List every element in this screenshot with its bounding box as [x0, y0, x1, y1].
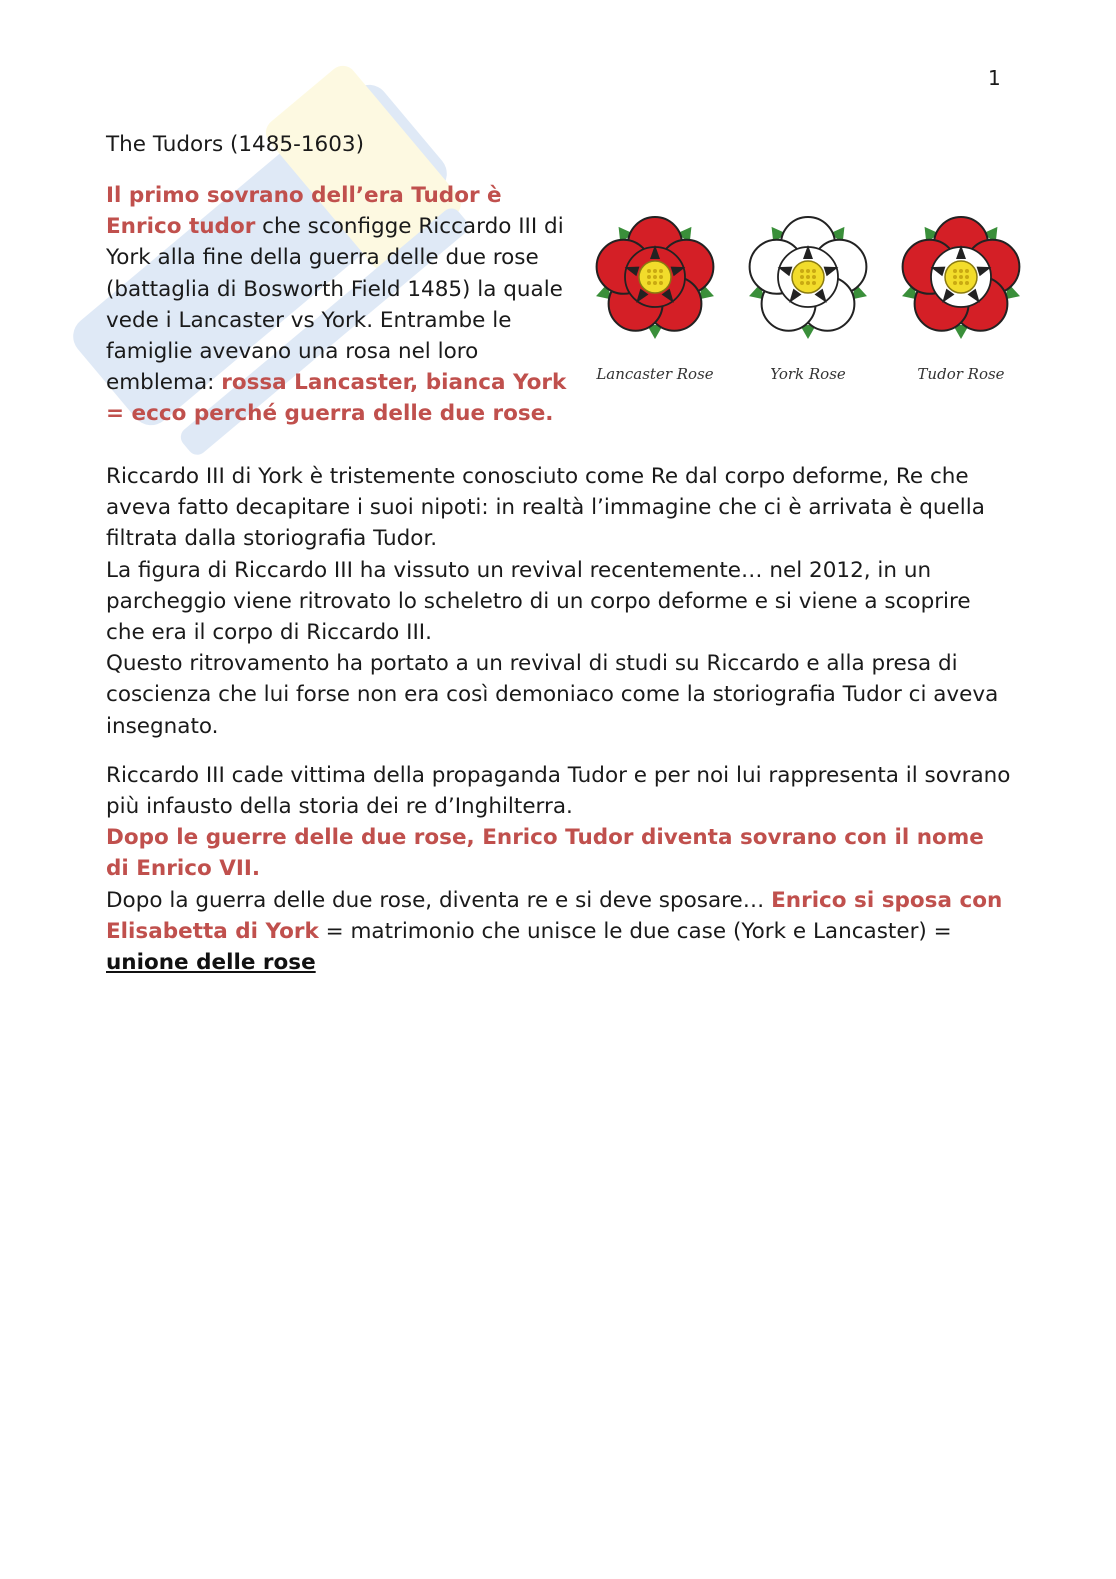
paragraph-marriage	[106, 885, 1011, 979]
york-rose-icon	[743, 212, 873, 342]
intro-highlight-1: Il primo sovrano dell’era Tudor è Enrico tudor	[106, 183, 502, 240]
lancaster-rose-label: Lancaster Rose	[596, 365, 714, 383]
page-number: 1	[988, 66, 1001, 90]
tudor-rose-icon	[896, 212, 1026, 342]
marriage-highlight: Enrico si sposa con Elisabetta di York	[106, 887, 1003, 944]
document-title: The Tudors (1485-1603)	[106, 132, 364, 157]
paragraph-propaganda: Riccardo III cade vittima della propaganda Tudor e per noi lui rappresenta il sovrano più infausto della storia dei re d’Inghilterra.	[106, 762, 1011, 820]
tudor-rose-label: Tudor Rose	[917, 365, 1005, 383]
roses-illustration	[590, 212, 1022, 402]
lancaster-rose	[590, 212, 720, 402]
lancaster-rose-icon	[590, 212, 720, 342]
paragraph-discovery-impact: Questo ritrovamento ha portato a un revival di studi su Riccardo e alla presa di coscienza che lui forse non era così demoniaco come la storiografia Tudor ci aveva insegnato.	[106, 651, 999, 739]
unione-delle-rose: unione delle rose	[106, 950, 316, 976]
paragraph-enrico-vii: Dopo le guerre delle due rose, Enrico Tudor diventa sovrano con il nome di Enrico VII.	[106, 825, 984, 882]
paragraph-riccardo-revival: La figura di Riccardo III ha vissuto un revival recentemente… nel 2012, in un parcheggio viene ritrovato lo scheletro di un corpo deforme e si viene a scoprire che era il corpo di Riccardo III.	[106, 557, 971, 646]
marriage-text-1: Dopo la guerra delle due rose, diventa re e si deve sposare…	[106, 887, 772, 913]
intro-highlight-2: rossa Lancaster, bianca York = ecco perché guerra delle due rose.	[106, 370, 567, 427]
york-rose-label: York Rose	[770, 365, 846, 383]
body-text	[106, 461, 1011, 978]
paragraph-riccardo-reputation: Riccardo III di York è tristemente conosciuto come Re dal corpo deforme, Re che aveva fatto decapitare i suoi nipoti: in realtà l’immagine che ci è arrivata è quella filtrata dalla storiografia Tudor.	[106, 464, 985, 552]
york-rose	[743, 212, 873, 402]
marriage-text-2: = matrimonio che unisce le due case (York e Lancaster) =	[318, 918, 952, 944]
intro-paragraph	[106, 180, 584, 430]
tudor-rose	[896, 212, 1026, 402]
intro-text-1: che sconfigge Riccardo III di York alla fine della guerra delle due rose (battaglia di Bosworth Field 1485) la quale vede i Lancaster vs York. Entrambe le famiglie avevano una rosa nel loro emblema:	[106, 214, 564, 396]
